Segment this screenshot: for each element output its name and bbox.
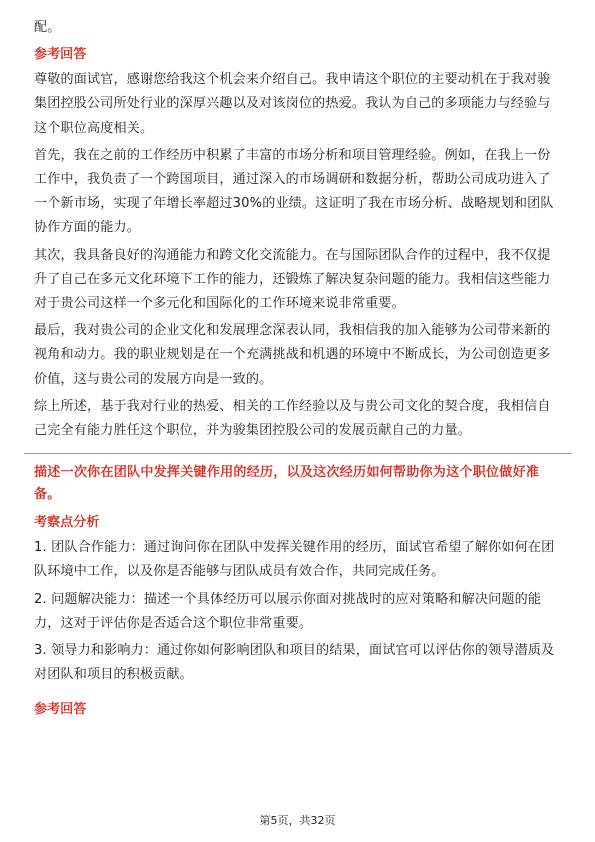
analysis-point: 2. 问题解决能力：描述一个具体经历可以展示你面对挑战时的应对策略和解决问题的能力，这对于评估你是否适合这个职位非常重要。: [34, 591, 542, 631]
analysis-label: 考察点分析: [34, 515, 100, 531]
analysis-list: [34, 536, 562, 687]
answer-label: 参考回答: [34, 47, 87, 63]
answer-body: [34, 68, 562, 443]
answer-label: 参考回答: [34, 702, 87, 718]
section-divider: [24, 453, 572, 454]
answer-paragraph: 其次，我具备良好的沟通能力和跨文化交流能力。在与国际团队合作的过程中，我不仅提升了自己在多元文化环境下工作的能力，还锻炼了解决复杂问题的能力。我相信这些能力对于贵公司这样一个多元化和国际化的工作环境来说非常重要。: [34, 247, 551, 312]
answer-paragraph: 尊敬的面试官，感谢您给我这个机会来介绍自己。我申请这个职位的主要动机在于我对骏集团控股公司所处行业的深厚兴趣以及对该岗位的热爱。我认为自己的多项能力与经验与这个职位高度相关。: [34, 72, 551, 136]
page-footer: 第5页，共32页: [259, 814, 336, 827]
continuation-text: 配。: [34, 20, 61, 35]
document-page: [34, 16, 562, 721]
answer-paragraph: 首先，我在之前的工作经历中积累了丰富的市场分析和项目管理经验。例如，在我上一份工作中，我负责了一个跨国项目，通过深入的市场调研和数据分析，帮助公司成功进入了一个新市场，实现了年增长率超过30%的业绩。这证明了我在市场分析、战略规划和团队协作方面的能力。: [34, 147, 554, 236]
analysis-point: 1. 团队合作能力：通过询问你在团队中发挥关键作用的经历，面试官希望了解你如何在团队环境中工作，以及你是否能够与团队成员有效合作，共同完成任务。: [34, 540, 555, 580]
question-heading: 描述一次你在团队中发挥关键作用的经历，以及这次经历如何帮助你为这个职位做好准备。: [34, 465, 540, 503]
answer-paragraph: 综上所述，基于我对行业的热爱、相关的工作经验以及与贵公司文化的契合度，我相信自己完全有能力胜任这个职位，并为骏集团控股公司的发展贡献自己的力量。: [34, 398, 551, 439]
answer-paragraph: 最后，我对贵公司的企业文化和发展理念深表认同，我相信我的加入能够为公司带来新的视角和动力。我的职业规划是在一个充满挑战和机遇的环境中不断成长，为公司创造更多价值，这与贵公司的发展方向是一致的。: [34, 323, 551, 387]
analysis-point: 3. 领导力和影响力：通过你如何影响团队和项目的结果，面试官可以评估你的领导潜质及对团队和项目的积极贡献。: [34, 643, 555, 683]
